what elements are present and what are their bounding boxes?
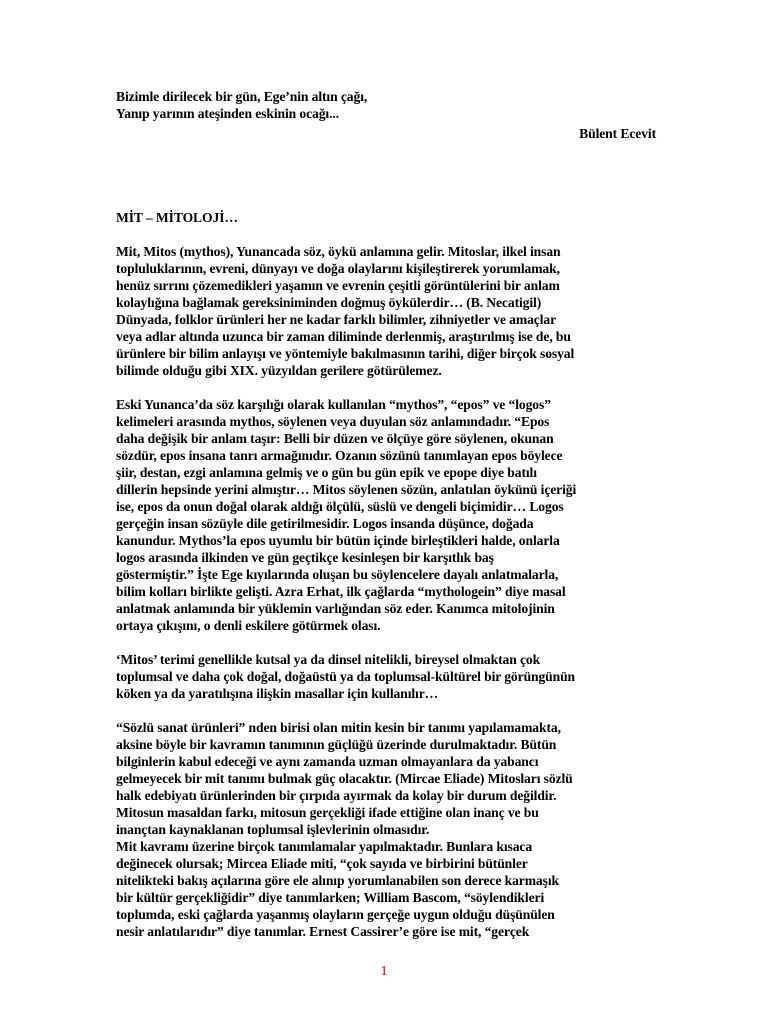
- epigraph-author: Bülent Ecevit: [579, 126, 656, 141]
- paragraph: [116, 719, 656, 838]
- paragraph-line: anlatmak anlamında bir yüklemin varlığından söz eder. Kanımca mitolojinin: [116, 601, 555, 616]
- page-number: 1: [380, 964, 388, 979]
- paragraph-line: ise, epos da onun doğal olarak aldığı ölçülü, süslü ve dengeli biçimidir… Logos: [116, 499, 564, 514]
- paragraph-line: ortaya çıkışını, o denli eskilere götürmek olası.: [116, 618, 381, 633]
- paragraph-line: Eski Yunanca’da söz karşılığı olarak kullanılan “mythos”, “epos” ve “logos”: [116, 397, 551, 412]
- paragraph-line: veya adlar altında uzunca bir zaman diliminde derlenmiş, araştırılmış ise de, bu: [116, 329, 571, 344]
- paragraph-line: gerçeğin insan sözüyle dile getirilmesidir. Logos insanda düşünce, doğada: [116, 516, 534, 531]
- paragraph-line: “Sözlü sanat ürünleri” nden birisi olan mitin kesin bir tanımı yapılamamakta,: [116, 720, 561, 735]
- paragraph-line: bilimde olduğu gibi XIX. yüzyıldan gerilere götürülemez.: [116, 363, 442, 378]
- paragraph-line: bilginlerin kabul edeceği ve aynı zamanda uzman olmayanlara da yabancı: [116, 754, 539, 769]
- paragraph-line: kanundur. Mythos’la epos uyumlu bir bütün içinde birleştikleri halde, onlarla: [116, 533, 560, 548]
- epigraph: [116, 88, 656, 142]
- paragraph-line: nitelikteki bakış açılarına göre ele alınıp yorumlanabilen son derece karmaşık: [116, 873, 559, 888]
- paragraph-line: toplumda, eski çağlarda yaşanmış olayların gerçeğe uygun olduğu düşünülen: [116, 907, 555, 922]
- paragraph-line: toplumsal ve daha çok doğal, doğaüstü ya da toplumsal-kültürel bir görüngünün: [116, 669, 576, 684]
- paragraph-line: değinecek olursak; Mircea Eliade miti, “çok sayıda ve birbirini bütünler: [116, 856, 528, 871]
- paragraph-line: nesir anlatılarıdır” diye tanımlar. Ernest Cassirer’e göre ise mit, “gerçek: [116, 924, 530, 939]
- section-title: MİT – MİTOLOJİ…: [116, 210, 238, 225]
- paragraph-line: ürünlere bir bilim anlayışı ve yöntemiyle bakılmasının tarihi, diğer birçok sosyal: [116, 346, 575, 361]
- paragraph-line: inançtan kaynaklanan toplumsal işlevlerinin olmasıdır.: [116, 822, 430, 837]
- epigraph-line: Yanıp yarının ateşinden eskinin ocağı...: [116, 106, 339, 121]
- paragraph-line: Dünyada, folklor ürünleri her ne kadar farklı bilimler, zihniyetler ve amaçlar: [116, 312, 557, 327]
- paragraph-line: dillerin hepsinde yerini almıştır… Mitos söylenen sözün, anlatılan öykünü içeriği: [116, 482, 577, 497]
- paragraph-line: Mit, Mitos (mythos), Yunancada söz, öykü anlamına gelir. Mitoslar, ilkel insan: [116, 244, 561, 259]
- paragraph-line: kolaylığına bağlamak gereksiniminden doğmuş öykülerdir… (B. Necatigil): [116, 295, 542, 310]
- paragraph: [116, 243, 656, 379]
- epigraph-line: Bizimle dirilecek bir gün, Ege’nin altın çağı,: [116, 89, 368, 104]
- paragraph-line: henüz sırrını çözemedikleri yaşamın ve evrenin çeşitli görüntülerini bir anlam: [116, 278, 560, 293]
- paragraph-line: daha değişik bir anlam taşır: Belli bir düzen ve ölçüye göre söylenen, okunan: [116, 431, 554, 446]
- paragraph-line: halk edebiyatı ürünlerinden bir çırpıda ayırmak da kolay bir durum değildir.: [116, 788, 557, 803]
- paragraph-line: şiir, destan, ezgi anlamına gelmiş ve o gün bu gün epik ve epope diye batılı: [116, 465, 537, 480]
- paragraph: [116, 838, 656, 940]
- paragraph-line: kelimeleri arasında mythos, söylenen veya duyulan söz anlamındadır. “Epos: [116, 414, 550, 429]
- paragraph-line: bir kültür gerçekliğidir” diye tanımlarken; William Bascom, “söylendikleri: [116, 890, 545, 905]
- paragraph-line: Mitosun masaldan farkı, mitosun gerçekliği ifade ettiğine olan inanç ve bu: [116, 805, 539, 820]
- paragraph-line: gelmeyecek bir mit tanımı bulmak güç olacaktır. (Mircae Eliade) Mitosları sözlü: [116, 771, 573, 786]
- paragraph-line: ‘Mitos’ terimi genellikle kutsal ya da dinsel nitelikli, bireysel olmaktan çok: [116, 652, 541, 667]
- paragraph-line: Mit kavramı üzerine birçok tanımlamalar yapılmaktadır. Bunlara kısaca: [116, 839, 533, 854]
- paragraph: [116, 651, 656, 702]
- paragraph-line: sözdür, epos insana tanrı armağınıdır. Ozanın sözünü tanımlayan epos böylece: [116, 448, 563, 463]
- paragraph-line: göstermiştir.” İşte Ege kıyılarında oluşan bu söylencelere dayalı anlatmalarla,: [116, 567, 559, 582]
- paragraph-line: aksine böyle bir kavramın tanımının güçlüğü üzerinde durulmaktadır. Bütün: [116, 737, 557, 752]
- paragraph-line: topluluklarının, evreni, dünyayı ve doğa olaylarını kişileştirerek yorumlamak,: [116, 261, 560, 276]
- paragraph: [116, 396, 656, 634]
- paragraph-line: logos arasında ilkinden ve gün geçtikçe kesinleşen bir karşıtlık baş: [116, 550, 494, 565]
- paragraph-line: bilim kolları birlikte gelişti. Azra Erhat, ilk çağlarda “mythologein” diye masal: [116, 584, 566, 599]
- page-content: [116, 88, 656, 940]
- paragraph-line: köken ya da yaratılışına ilişkin masallar için kullanılır…: [116, 686, 439, 701]
